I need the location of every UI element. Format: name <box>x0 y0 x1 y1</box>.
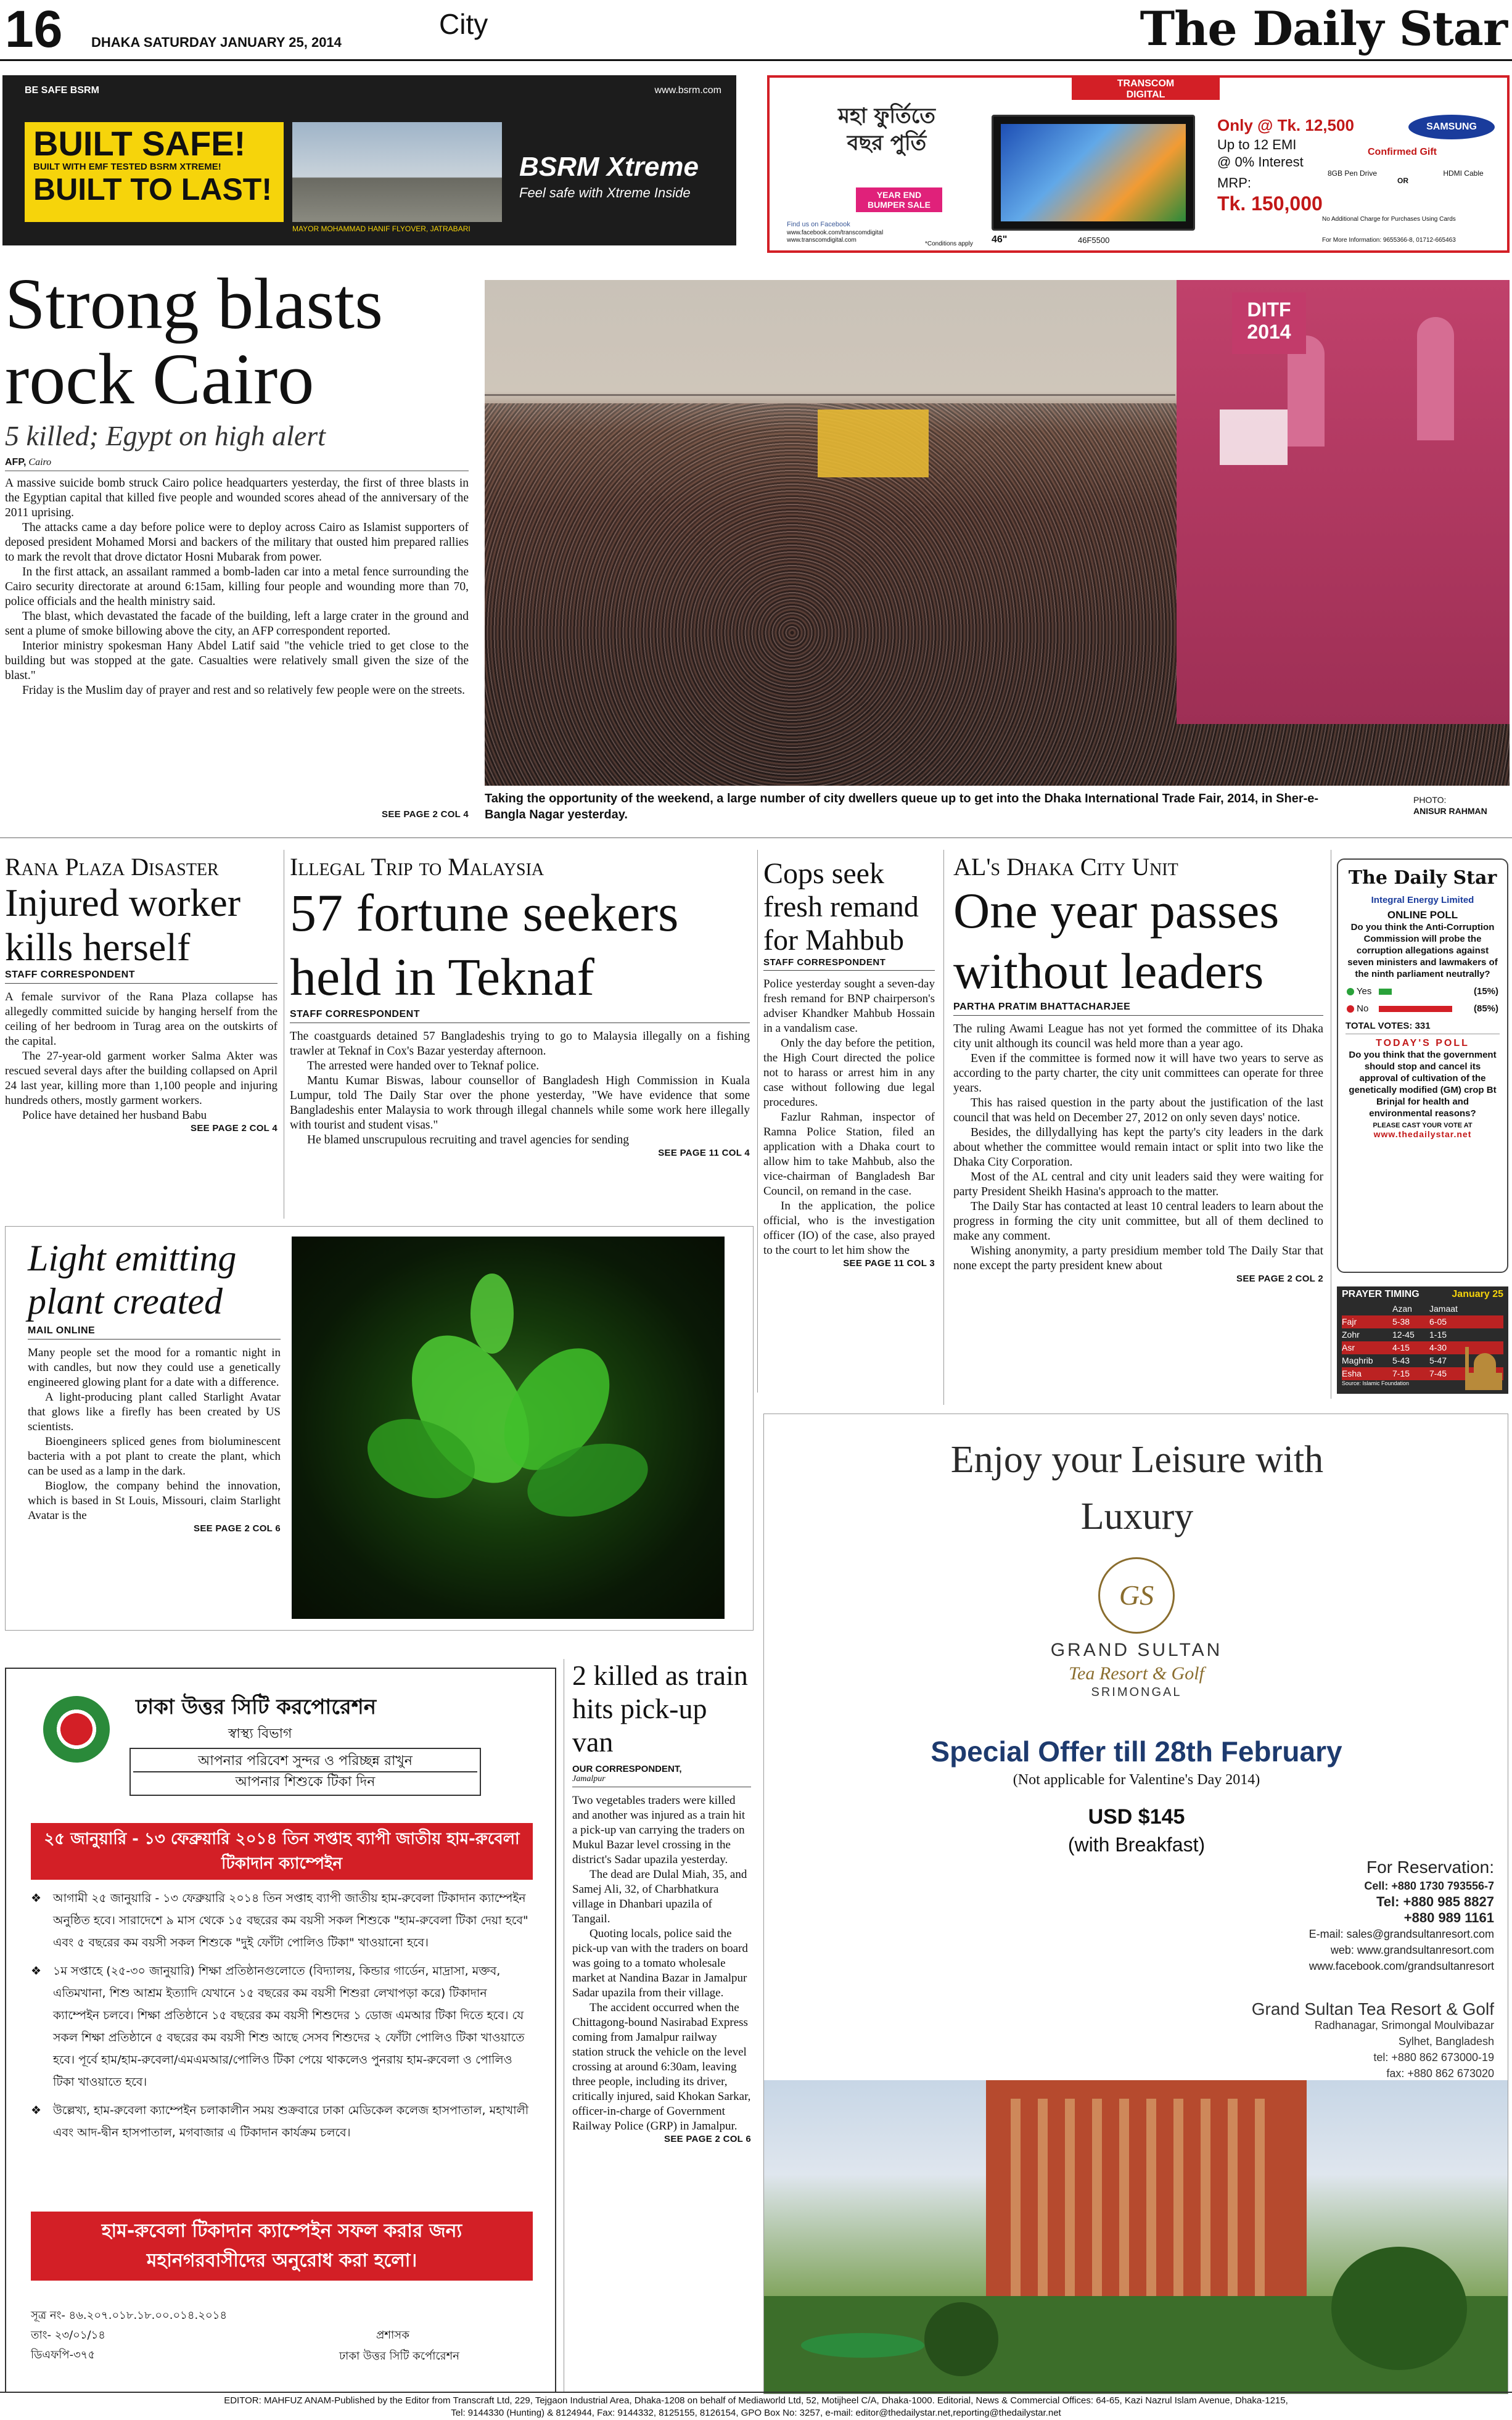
bsrm-url: www.bsrm.com <box>654 85 721 96</box>
rana-kicker: Rana Plaza Disaster <box>5 853 219 881</box>
tv-screen <box>992 115 1195 231</box>
dncc-bullet-3: উল্লেখ্য, হাম-রুবেলা ক্যাম্পেইন চলাকালীন সময় শুক্রবারে ঢাকা মেডিকেল কলেজ হাসপাতাল, মহাখালী এবং আদ-দ্বীন হাসপাতাল, মগবাজার এ টিকাদান কার্যক্রম চলবে। <box>53 2104 529 2139</box>
poll-no-label: No <box>1357 1003 1369 1014</box>
poll-yes-label: Yes <box>1356 986 1372 997</box>
poll-yes-bar <box>1379 989 1392 995</box>
poll-brand: The Daily Star <box>1348 867 1497 889</box>
dncc-ref: সূত্র নং- ৪৬.২০৭.০১৮.১৮.০০.০১৪.২০১৪ <box>31 2309 228 2322</box>
gs-offer-note: (Not applicable for Valentine's Day 2014) <box>1013 1772 1260 1788</box>
poll-question: Do you think the Anti-Corruption Commission will probe the corruption allegations against seven ministers and lawmakers of the ninth parliament neutrally? <box>1347 922 1498 979</box>
plant-continuation[interactable]: SEE PAGE 2 COL 6 <box>194 1523 281 1534</box>
teknaf-continuation[interactable]: SEE PAGE 11 COL 4 <box>658 1148 750 1158</box>
facebook-url: www.facebook.com/transcomdigital <box>787 229 884 236</box>
cops-story <box>763 857 935 1269</box>
transcom-logo: TRANSCOM DIGITAL <box>1072 78 1220 100</box>
rana-body: A female survivor of the Rana Plaza collapse has allegedly committed suicide by hanging herself from the ceiling of her bedroom in Turag area on the outskirts of the capital. The 27-year-old garment worker Salma Akter was rescued several days after the building collapsed on April 24 last year, killing more than 1,100 people and injuring hundreds others, mostly garment workers. Police have detained her husband Babu <box>5 990 277 1122</box>
dncc-signer: প্রশাসক <box>376 2329 409 2342</box>
cops-body: Police yesterday sought a seven-day fresh remand for BNP chairperson's adviser Khandker Mahbub Hossain in a vandalism case. Only the day before the petition, the High Court directed the police not to harass or arrest him in any case without following due legal procedures. Fazlur Rahman, inspector of Ramna Police Station, filed an application with a Dhaka court to allow him to take Mahbub, also the vice-chairman of Bangladesh Bar Council, on remand in the case. In the application, the police official, who is the investigation officer (IO) of the case, also prayed to the court to let him show the <box>763 977 935 1257</box>
train-headline[interactable]: 2 killed as train hits pick-up van <box>572 1660 748 1758</box>
gs-reservation <box>1309 1859 1494 1974</box>
teknaf-byline: STAFF CORRESPONDENT <box>290 1009 750 1023</box>
section-label: City <box>439 8 488 40</box>
gs-address-name: Grand Sultan Tea Resort & Golf <box>1251 1999 1494 2019</box>
bsrm-xtreme-logo: BSRM Xtreme <box>519 152 699 182</box>
gs-place: SRIMONGAL <box>1091 1685 1182 1699</box>
train-byline: OUR CORRESPONDENT, Jamalpur <box>572 1764 751 1787</box>
gs-address-line2: Sylhet, Bangladesh <box>1398 2035 1494 2048</box>
dncc-signer-org: ঢাকা উত্তর সিটি কর্পোরেশন <box>339 2350 459 2363</box>
resort-photo <box>764 2080 1508 2394</box>
poll-today: TODAY'S POLL <box>1376 1038 1469 1048</box>
tv-size: 46" <box>992 234 1008 245</box>
teknaf-body: The coastguards detained 57 Bangladeshis trying to go to Malaysia illegally on a fishing trawler at Teknaf in Cox's Bazar yesterday afternoon. The arrested were handed over to Teknaf police. Mantu Kumar Biswas, labour counsellor of Bangladesh High Commission in Kuala Lumpur, told The Daily Star over the phone yesterday, "We have evidence that some Bangladeshis enter Malaysia to work through illegal channels while some work here illegally with tourist and student visas." He blamed unscrupulous recruiting and travel agencies for sending <box>290 1030 750 1146</box>
bsrm-ad[interactable] <box>2 75 736 245</box>
prayer-timing <box>1337 1286 1508 1394</box>
gs-web[interactable]: web: www.grandsultanresort.com <box>1330 1944 1494 1956</box>
plant-headline[interactable]: Light emitting plant created <box>28 1238 237 1322</box>
gift-pen-drive: 8GB Pen Drive <box>1327 169 1378 178</box>
transcom-sale-banner: YEAR END BUMPER SALE <box>856 187 942 212</box>
al-body: The ruling Awami League has not yet formed the committee of its Dhaka city unit although its council was held more than a year ago. Even if the committee is formed now it will have two years to serve as according to the party charter, the city unit committees can operate for three years. This has raised question in the party about the justification of the last council that was held on December 27, 2012 on only seven days' notice. Besides, the dillydallying has kept the party's city leaders in the dark about whether the committee would remain intact or split into two like the Dhaka City Corporation. Most of the AL central and city unit leaders said they were waiting for party President Sheikh Hasina's approach to the matter. The Daily Star has contacted at least 10 central leaders to learn about the progress in forming the city unit committee, but all of them declined to make any comment. Wishing anonymity, a party presidium member told The Daily Star that none except the party president knew about <box>953 1023 1323 1272</box>
ditf-sign: DITF 2014 <box>1232 292 1306 354</box>
rana-continuation[interactable]: SEE PAGE 2 COL 4 <box>191 1123 277 1134</box>
prayer-title: PRAYER TIMING <box>1342 1289 1420 1299</box>
prayer-row: Asr 4-15 4-30 <box>1342 1341 1503 1354</box>
trade-fair-photo <box>485 280 1510 786</box>
bullet-icon: ❖ <box>31 2104 42 2117</box>
mosque-icon <box>1465 1347 1505 1390</box>
poll-yes-row <box>1347 986 1371 997</box>
brand-logo: The Daily Star <box>1140 1 1507 56</box>
lead-headline[interactable]: Strong blasts rock Cairo <box>5 263 383 419</box>
prayer-col-azan: Azan <box>1392 1304 1412 1314</box>
train-body: Two vegetables traders were killed and another was injured as a train hit a pick-up van carrying the traders on Mukul Bazar level crossing in the district's Sadar upazila yesterday. The dead are Dulal Miah, 35, and Samej Ali, 32, of Charbhatkura village in Dhanbari upazila of Tangail. Quoting locals, police said the pick-up van with the traders on board was going to a tomato wholesale market at Nandina Bazar in Jamalpur Sadar upazila from their village. The accident occurred when the Chittagong-bound Nasirabad Express coming from Jamalpur railway station struck the vehicle on the level crossing at around 6:30am, leaving three people, including its driver, critically injured, said Khokan Sarkar, officer-in-charge of Government Railway Police (GRP) in Jamalpur. <box>572 1794 751 2133</box>
bsrm-caption: MAYOR MOHAMMAD HANIF FLYOVER, JATRABARI <box>292 224 470 233</box>
al-headline[interactable]: One year passes without leaders <box>953 883 1280 999</box>
gs-price-note: (with Breakfast) <box>1067 1834 1206 1856</box>
mrp-label: MRP: <box>1217 175 1251 191</box>
dncc-appeal: হাম-রুবেলা টিকাদান ক্যাম্পেইন সফল করার জন্য মহানগরবাসীদের অনুরোধ করা হলো। <box>31 2212 533 2281</box>
bullet-icon: ❖ <box>31 1891 42 1905</box>
gs-name: GRAND SULTAN <box>1050 1640 1223 1660</box>
grand-sultan-ad[interactable] <box>763 1414 1508 2394</box>
poll-title: ONLINE POLL <box>1387 909 1458 921</box>
poll-today-question: Do you think that the government should stop and cancel its approval of cultivation of the genetically modified (GM) crop Bt Brinjal for health and environmental reasons? <box>1349 1050 1497 1119</box>
gs-address <box>1252 2001 1494 2081</box>
poll-yes-percent: (15%) <box>1473 986 1498 997</box>
masthead <box>0 0 1512 62</box>
bsrm-yellow-panel <box>25 122 284 222</box>
lead-body: A massive suicide bomb struck Cairo police headquarters yesterday, the first of three blasts in the Egyptian capital that killed five people and wounded scores ahead of the anniversary of the 2011 uprising. The attacks came a day before police were to deploy across Cairo as Islamist supporters of deposed president Mohamed Morsi and backers of the military that ousted him prepared rallies to mark the revolt that drove dictator Hosni Mubarak from power. In the first attack, an assailant rammed a bomb-laden car into a metal fence surrounding the Cairo security directorate at around 6:15am, killing four people and wounding more than 70, police officials and the health ministry said. The blast, which devastated the facade of the building, left a large crater in the ground and sent a plume of smoke billowing above the city, an AFP correspondent reported. Interior ministry spokesman Hany Abdel Latif said "the vehicle tried to get close to the building but was stopped at the gate. Casualties were relatively small given the size of the blast." Friday is the Muslim day of prayer and rest and so relatively few people were on the streets. <box>5 477 469 697</box>
bsrm-small-logo: BE SAFE BSRM <box>25 85 99 96</box>
gs-tel2: +880 989 1161 <box>1403 1910 1494 1925</box>
dateline: DHAKA SATURDAY JANUARY 25, 2014 <box>91 35 342 50</box>
interest-offer: @ 0% Interest <box>1217 154 1304 170</box>
tv-model: 46F5500 <box>1078 236 1110 245</box>
facebook-link: Find us on Facebook <box>787 221 850 228</box>
gs-facebook[interactable]: www.facebook.com/grandsultanresort <box>1309 1960 1494 1972</box>
lead-story <box>5 263 469 820</box>
poll-total: TOTAL VOTES: 331 <box>1346 1021 1500 1034</box>
footer-line2: Tel: 9144330 (Hunting) & 8124944, Fax: 9144332, 8125155, 8126154, GPO Box No: 3257, e-mail: editor@thedailystar.net,reporting@thedailystar.net <box>451 2408 1061 2418</box>
card-note: No Additional Charge for Purchases Using Cards <box>1322 216 1456 223</box>
footer <box>0 2392 1512 2419</box>
photo-caption: Taking the opportunity of the weekend, a large number of city dwellers queue up to get into the Dhaka International Trade Fair, 2014, in Sher-e-Bangla Nagar yesterday. <box>485 792 1319 821</box>
page-number: 16 <box>5 0 63 58</box>
gs-offer: Special Offer till 28th February <box>931 1735 1342 1768</box>
cops-headline[interactable]: Cops seek fresh remand for Mahbub <box>763 857 919 957</box>
plant-body: Many people set the mood for a romantic night in with candles, but now they could use a genetically engineered glowing plant for a date with a difference. A light-producing plant called Starlight Avatar that glows like a firefly has been created by US scientists. Bioengineers spliced genes from bioluminescent bacteria with a pot plant to create the plant, which can be used as a lamp in the dark. Bioglow, the company behind the innovation, which is based in St Louis, Missouri, claim Starlight Avatar is the <box>28 1346 281 1522</box>
al-kicker: AL's Dhaka City Unit <box>953 853 1178 881</box>
bullet-icon: ❖ <box>31 1964 42 1978</box>
gs-reservation-label: For Reservation: <box>1366 1858 1494 1877</box>
samsung-logo: SAMSUNG <box>1408 115 1495 139</box>
teknaf-headline[interactable]: 57 fortune seekers held in Teknaf <box>290 883 679 1006</box>
gs-sub: Tea Resort & Golf <box>1069 1663 1204 1684</box>
gs-cell: Cell: +880 1730 793556-7 <box>1364 1880 1494 1892</box>
mrp-value: Tk. 150,000 <box>1217 192 1323 215</box>
dncc-banner: ২৫ জানুয়ারি - ১৩ ফেব্রুয়ারি ২০১৪ তিন সপ্তাহ ব্যাপী জাতীয় হাম-রুবেলা টিকাদান ক্যাম্পেইন <box>31 1823 533 1880</box>
price-offer: Only @ Tk. 12,500 <box>1217 116 1354 134</box>
prayer-row: Fajr 5-38 6-05 <box>1342 1315 1503 1328</box>
dncc-title: ঢাকা উত্তর সিটি করপোরেশন <box>136 1695 377 1719</box>
prayer-col-jamaat: Jamaat <box>1429 1304 1458 1314</box>
emi-offer: Up to 12 EMI <box>1217 137 1297 152</box>
poll-sponsor: Integral Energy Limited <box>1371 895 1474 905</box>
more-info: For More Information: 9655366-8, 01712-665463 <box>1322 237 1456 244</box>
bsrm-line3: BUILT TO LAST! <box>33 172 272 207</box>
poll-no-percent: (85%) <box>1473 1003 1498 1014</box>
dncc-dept: স্বাস্থ্য বিভাগ <box>228 1726 292 1742</box>
lead-subhead: 5 killed; Egypt on high alert <box>5 420 326 451</box>
gs-address-fax: fax: +880 862 673020 <box>1386 2067 1494 2080</box>
confirmed-gift: Confirmed Gift <box>1368 147 1437 157</box>
dncc-date: তাং- ২৩/০১/১৪ <box>31 2329 105 2342</box>
train-story <box>572 1659 751 2144</box>
dncc-slogan2: আপনার শিশুকে টিকা দিন <box>133 1771 477 1792</box>
gs-headline: Enjoy your Leisure with Luxury <box>950 1439 1324 1537</box>
gift-or: OR <box>1397 176 1408 185</box>
transcom-web: www.transcomdigital.com <box>787 237 857 244</box>
rana-headline[interactable]: Injured worker kills herself <box>5 881 241 969</box>
teknaf-story <box>290 854 750 1158</box>
dncc-slogan-box <box>129 1748 481 1796</box>
dncc-logo <box>43 1696 110 1763</box>
gs-monogram: GS <box>1098 1557 1175 1634</box>
prayer-row: Esha 7-15 7-45 <box>1342 1367 1503 1380</box>
cops-byline: STAFF CORRESPONDENT <box>763 957 935 971</box>
plant-byline: MAIL ONLINE <box>28 1325 281 1340</box>
al-story <box>953 854 1323 1284</box>
lead-continuation[interactable]: SEE PAGE 2 COL 4 <box>382 809 469 820</box>
conditions-note: *Conditions apply <box>925 241 973 247</box>
gs-email[interactable]: E-mail: sales@grandsultanresort.com <box>1309 1928 1494 1940</box>
transcom-ad[interactable] <box>767 75 1510 253</box>
transcom-bangla-slogan: মহা ফুর্তিতে বছর পুর্তি <box>838 104 935 155</box>
poll-no-row <box>1347 1003 1368 1014</box>
gs-address-tel: tel: +880 862 673000-19 <box>1373 2051 1494 2064</box>
gs-price: USD $145 <box>1088 1805 1185 1829</box>
poll-cast: PLEASE CAST YOUR VOTE AT <box>1373 1122 1473 1129</box>
cops-continuation[interactable]: SEE PAGE 11 COL 3 <box>843 1258 935 1269</box>
prayer-row: Maghrib 5-43 5-47 <box>1342 1356 1447 1365</box>
footer-line1: EDITOR: MAHFUZ ANAM-Published by the Editor from Transcraft Ltd, 229, Tejgaon Industrial Area, Dhaka-1208 on behalf of Mediaworld Ltd, 52, Motijheel C/A, Dhaka-1000. Editorial, News & Commercial Offices: 64-65, Kazi Nazrul Islam Avenue, Dhaka-1215, <box>224 2395 1288 2406</box>
dncc-bullet-2: ১ম সপ্তাহে (২৫-৩০ জানুয়ারি) শিক্ষা প্রতিষ্ঠানগুলোতে (বিদ্যালয়, কিন্ডার গার্ডেন, মাদ্রাসা, মক্তব, এতিমখানা, শিশু আশ্রম ইত্যাদি যেখানে ১৫ বছরের কম বয়সী শিশুরা লেখাপড়া করে) টিকাদান ক্যাম্পেইন চলবে। শিক্ষা প্রতিষ্ঠানে ১৫ বছরের কম বয়সী শিশুদের ১ ডোজ এমআর টিকা দিতে হবে। যে সকল শিক্ষা প্রতিষ্ঠানে ৫ বছরের কম বয়সী শিশু আছে সেসব শিশুদের ২ ফোঁটা পোলিও টিকা খাওয়াতে হবে। পূর্বে হাম/হাম-রুবেলা/এমএমআর/পোলিও টিকা পেয়ে থাকলেও পুনরায় হাম-রুবেলা ও পোলিও টিকা খাওয়াতে হবে। <box>53 1964 525 2089</box>
train-continuation[interactable]: SEE PAGE 2 COL 6 <box>664 2134 751 2144</box>
rana-byline: STAFF CORRESPONDENT <box>5 969 277 984</box>
bsrm-tagline: Feel safe with Xtreme Inside <box>519 185 691 200</box>
dncc-ad[interactable] <box>5 1668 556 2393</box>
plant-story <box>5 1226 754 1631</box>
al-byline: PARTHA PRATIM BHATTACHARJEE <box>953 1002 1323 1016</box>
lead-byline: AFP, Cairo <box>5 457 469 471</box>
dncc-slogan1: আপনার পরিবেশ সুন্দর ও পরিচ্ছন্ন রাখুন <box>198 1753 413 1769</box>
photo-credit: PHOTO: ANISUR RAHMAN <box>1413 795 1487 816</box>
poll-url[interactable]: www.thedailystar.net <box>1373 1129 1472 1139</box>
glowing-plant-photo <box>292 1237 725 1619</box>
dncc-dfp: ডিএফপি-৩৭৫ <box>31 2348 96 2361</box>
teknaf-kicker: Illegal Trip to Malaysia <box>290 853 544 881</box>
gs-address-line1: Radhanagar, Srimongal Moulvibazar <box>1314 2019 1494 2031</box>
bsrm-line1: BUILT SAFE! <box>33 124 246 163</box>
online-poll[interactable] <box>1337 858 1508 1273</box>
prayer-row: Zohr 12-45 1-15 <box>1342 1330 1447 1340</box>
dncc-bullets <box>31 1887 533 2144</box>
poll-no-bar <box>1379 1006 1452 1012</box>
flyover-photo <box>292 122 502 222</box>
bsrm-line2: BUILT WITH EMF TESTED BSRM XTREME! <box>33 162 221 172</box>
gs-tel1: Tel: +880 985 8827 <box>1376 1894 1494 1909</box>
prayer-date: January 25 <box>1452 1289 1503 1299</box>
prayer-source: Source: Islamic Foundation <box>1342 1380 1410 1386</box>
dncc-bullet-1: আগামী ২৫ জানুয়ারি - ১৩ ফেব্রুয়ারি ২০১৪ তিন সপ্তাহ ব্যাপী জাতীয় হাম-রুবেলা টিকাদান ক্যাম্পেইন অনুষ্ঠিত হবে। সারাদেশে ৯ মাস থেকে ১৫ বছরের কম বয়সী সকল শিশুকে "হাম-রুবেলা টিকা দেয়া হবে" এবং ৫ বছরের কম বয়সী সকল শিশুকে "দুই ফোঁটা পোলিও টিকা" খাওয়ানো হবে। <box>53 1891 528 1949</box>
rana-plaza-story <box>5 854 277 1134</box>
gift-hdmi: HDMI Cable <box>1443 169 1484 178</box>
al-continuation[interactable]: SEE PAGE 2 COL 2 <box>1236 1274 1323 1284</box>
poll-results <box>1346 985 1500 1021</box>
